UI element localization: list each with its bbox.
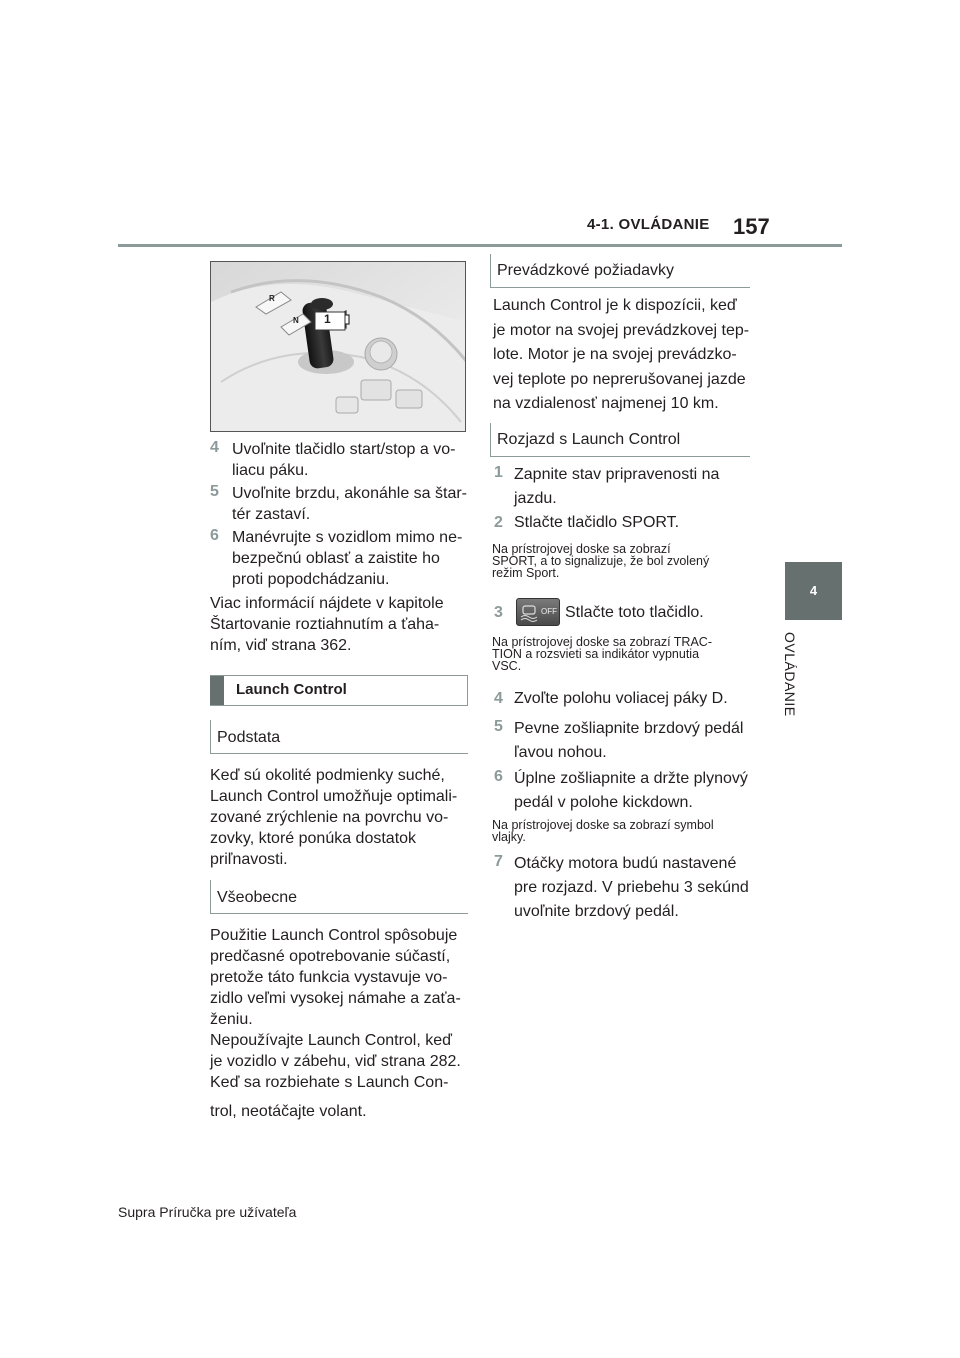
step-number: 6	[494, 768, 503, 785]
step-line: Stlačte tlačidlo SPORT.	[514, 514, 680, 531]
nepouzivajte-paragraph	[210, 1030, 480, 1072]
text-line: pretože táto funkcia vystavuje vo-	[210, 969, 448, 986]
note-traction	[492, 636, 762, 672]
step-line: tér zastaví.	[232, 506, 311, 523]
text-line: zidlo veľmi vysokej námahe a zaťa-	[210, 990, 461, 1007]
off-label: OFF	[541, 607, 557, 616]
step-3-text: Stlačte toto tlačidlo.	[565, 604, 704, 621]
step-number: 3	[494, 604, 503, 621]
chapter-side-label	[782, 632, 812, 752]
text-line: Keď sú okolité podmienky suché,	[210, 767, 445, 784]
page-number: 157	[733, 214, 770, 239]
footer-text: Supra Príručka pre užívateľa	[118, 1204, 297, 1220]
step-number: 4	[494, 690, 503, 707]
step-number: 1	[494, 464, 503, 481]
info-paragraph	[210, 593, 470, 656]
text-line: Keď sa rozbiehate s Launch Con-	[210, 1074, 449, 1091]
step-line: Uvoľnite brzdu, akonáhle sa štar-	[232, 485, 468, 502]
vseobecne-paragraph	[210, 925, 470, 1030]
step-number: 7	[494, 853, 503, 870]
chapter-side-label-text: OVLÁDANIE	[782, 632, 798, 717]
subhead-underline	[490, 456, 750, 457]
step-number: 4	[210, 439, 219, 456]
text-line: Štartovanie roztiahnutím a ťaha-	[210, 616, 440, 633]
subhead-rule	[210, 880, 211, 914]
text-line: Launch Control je k dispozícii, keď	[493, 297, 737, 314]
step-line: pre rozjazd. V priebehu 3 sekúnd	[514, 879, 749, 896]
note-flag	[492, 819, 762, 843]
note-line: Na prístrojovej doske sa zobrazí TRAC-	[492, 635, 712, 649]
text-line: zovky, ktoré ponúka dostatok	[210, 830, 417, 847]
step-line: Zvoľte polohu voliacej páky D.	[514, 690, 728, 707]
gear-label-r: R	[269, 294, 275, 303]
note-line: SPORT, a to signalizuje, že bol zvolený	[492, 554, 710, 568]
step-line: bezpečnú oblasť a zaistite ho	[232, 550, 440, 567]
rozbiehate-paragraph	[210, 1072, 470, 1123]
chapter-tab: 4	[785, 562, 842, 620]
text-line: na vzdialenosť najmenej 10 km.	[493, 395, 719, 412]
step-number: 5	[494, 718, 503, 735]
podstata-heading: Podstata	[217, 729, 281, 746]
step-line: Zapnite stav pripravenosti na	[514, 466, 720, 483]
section-title: 4-1. OVLÁDANIE	[587, 216, 710, 233]
note-line: Na prístrojovej doske sa zobrazí symbol	[492, 818, 714, 832]
section-box-right	[467, 675, 468, 706]
section-box-top	[210, 675, 468, 676]
step-line: Otáčky motora budú nastavené	[514, 855, 737, 872]
note-line: TION a rozsvieti sa indikátor vypnutia	[492, 647, 700, 661]
step-line: jazdu.	[514, 490, 557, 507]
text-line: ním, viď strana 362.	[210, 637, 352, 654]
subhead-rule	[490, 423, 491, 457]
step-line: ľavou nohou.	[514, 744, 607, 761]
note-line: vlajky.	[492, 830, 526, 844]
subhead-underline	[210, 913, 468, 914]
step-line: Manévrujte s vozidlom mimo ne-	[232, 529, 463, 546]
note-line: VSC.	[492, 659, 522, 673]
note-line: režim Sport.	[492, 566, 560, 580]
text-line: zované zrýchlenie na povrchu vo-	[210, 809, 449, 826]
step-line: Pevne zošliapnite brzdový pedál	[514, 720, 744, 737]
text-line: priľnavosti.	[210, 851, 288, 868]
text-line: predčasné opotrebovanie súčastí,	[210, 948, 451, 965]
text-line: trol, neotáčajte volant.	[210, 1103, 367, 1120]
subhead-rule	[490, 254, 491, 288]
subhead-rule	[210, 720, 211, 754]
text-line: vej teplote po neprerušovanej jazde	[493, 370, 746, 388]
gear-selector-photo	[210, 261, 466, 432]
step-line: Úplne zošliapnite a držte plynový	[514, 770, 748, 787]
subhead-underline	[490, 287, 750, 288]
launch-control-heading: Launch Control	[236, 681, 347, 698]
text-line: ženiu.	[210, 1011, 253, 1028]
note-sport	[492, 543, 762, 579]
gear-label-n: N	[293, 316, 299, 325]
section-box-bottom	[210, 705, 468, 706]
prevadzkove-paragraph	[493, 294, 758, 417]
step-line: Uvoľnite tlačidlo start/stop a vo-	[232, 441, 456, 458]
note-line: Na prístrojovej doske sa zobrazí	[492, 542, 671, 556]
text-line: je motor na svojej prevádzkovej tep-	[493, 321, 750, 339]
podstata-paragraph	[210, 765, 470, 870]
header-rule	[118, 244, 842, 247]
text-line: lote. Motor je na svojej prevádzko-	[493, 346, 737, 363]
text-line: Nepoužívajte Launch Control, keď	[210, 1032, 452, 1049]
step-number: 6	[210, 527, 219, 544]
rozjazd-heading: Rozjazd s Launch Control	[497, 431, 681, 448]
text-line: je vozidlo v zábehu, viď strana 282.	[210, 1053, 461, 1070]
subhead-underline	[210, 753, 468, 754]
section-box-bar	[210, 675, 224, 706]
text-line: Použitie Launch Control spôsobuje	[210, 927, 458, 944]
text-line: Viac informácií nájdete v kapitole	[210, 595, 444, 612]
vsc-off-button-icon	[516, 598, 560, 626]
text-line: Launch Control umožňuje optimali-	[210, 788, 458, 805]
step-line: pedál v polohe kickdown.	[514, 794, 693, 811]
step-number: 5	[210, 483, 219, 500]
step-line: liacu páku.	[232, 462, 309, 479]
step-number: 2	[494, 514, 503, 531]
step-line: uvoľnite brzdový pedál.	[514, 903, 679, 920]
vseobecne-heading: Všeobecne	[217, 889, 298, 906]
prevadzkove-heading: Prevádzkové požiadavky	[497, 262, 674, 279]
gear-selector-illustration	[211, 262, 466, 432]
figure-callout: 1	[324, 312, 331, 326]
step-line: proti popodchádzaniu.	[232, 571, 390, 588]
